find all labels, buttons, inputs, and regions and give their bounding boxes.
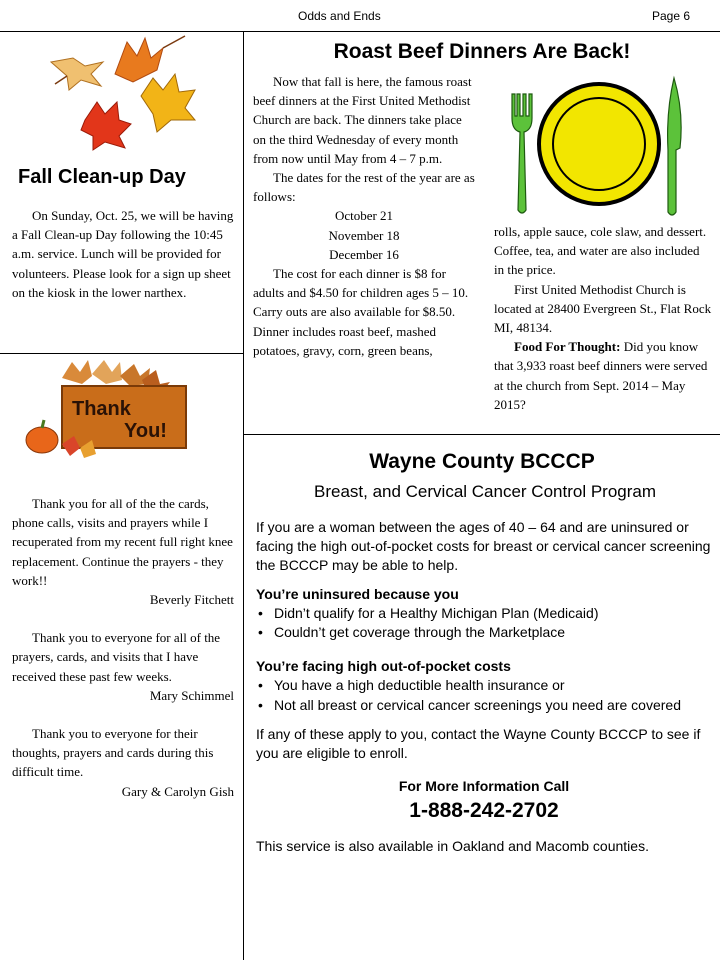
thank-you-notes — [12, 494, 234, 801]
roast-beef-col1 — [253, 72, 475, 360]
fall-cleanup-body: On Sunday, Oct. 25, we will be having a Fall Clean-up Day following the 10:45 a.m. service. Lunch will be provided for volunteers. Please look for a sign up sheet on the kiosk in the lower narthex. — [12, 208, 234, 300]
roast-beef-dates-intro: The dates for the rest of the year are as follows: — [253, 170, 475, 205]
roast-beef-col2 — [494, 222, 712, 414]
page-number: Page 6 — [652, 9, 691, 23]
date-item: December 16 — [329, 246, 399, 262]
list-item: • Didn’t qualify for a Healthy Michigan Plan (Medicaid) — [256, 604, 716, 623]
pumpkin-icon — [26, 420, 58, 453]
oop-list — [256, 676, 716, 714]
leaf-red-bottom — [81, 102, 131, 150]
fork-icon — [512, 94, 532, 213]
list-item: • Couldn’t get coverage through the Marketplace — [256, 623, 716, 642]
food-for-thought — [494, 337, 712, 414]
sign-text-thank: Thank — [72, 398, 131, 420]
roast-beef-title: Roast Beef Dinners Are Back! — [333, 40, 631, 63]
fft-text: Did you know that 3,933 roast beef dinners were served at the church from Sept. 2014 – May 2015? — [494, 339, 708, 412]
roast-beef-cost-cont: rolls, apple sauce, cole slaw, and dessert. Coffee, tea, and water are also included in the price. — [494, 224, 707, 278]
list-item: • You have a high deductible health insurance or — [256, 676, 716, 695]
fft-label: Food For Thought: — [514, 339, 621, 355]
bcccp-body — [256, 518, 716, 857]
leaf-yellow-right — [141, 74, 195, 132]
bcccp-intro: If you are a woman between the ages of 40 – 64 and are uninsured or facing the high out-of-pocket costs for breast or cervical cancer screening the BCCCP may be able to help. — [256, 519, 711, 574]
bcccp-title: Wayne County BCCCP — [369, 450, 595, 473]
header-left: Odds and Ends — [298, 9, 381, 23]
plate-icon — [539, 84, 659, 204]
dinner-plate-illustration — [506, 72, 686, 222]
roast-beef-intro: Now that fall is here, the famous roast beef dinners at the First United Methodist Church are back. The dinners take place on the third Wednesday of every month from now until May from 4 – 7 p.m. — [253, 74, 472, 166]
bcccp-subtitle: Breast, and Cervical Cancer Control Program — [313, 482, 657, 501]
uninsured-list — [256, 604, 716, 642]
list-item: • Not all breast or cervical cancer screenings you need are covered — [256, 696, 716, 715]
left-divider — [0, 353, 243, 354]
roast-beef-location: First United Methodist Church is located at 28400 Evergreen St., Flat Rock MI, 48134. — [494, 281, 712, 336]
call-label: For More Information Call — [398, 778, 570, 795]
sign-text-you: You! — [124, 420, 167, 442]
note-signer: Mary Schimmel — [149, 687, 234, 703]
leaf-orange-top — [115, 38, 163, 82]
uninsured-heading: You’re uninsured because you — [256, 585, 459, 602]
date-item: November 18 — [328, 227, 400, 243]
right-divider — [243, 434, 720, 435]
knife-icon — [668, 78, 682, 215]
fall-cleanup-title: Fall Clean-up Day — [18, 166, 186, 188]
note-text: Thank you for all of the the cards, phone calls, visits and prayers while I recuperated from my recent full right knee replacement. Continue the prayers - they work!! — [12, 496, 233, 588]
autumn-leaves-illustration — [45, 34, 205, 152]
leaf-pale-left — [51, 58, 103, 90]
oop-heading: You’re facing high out-of-pocket costs — [256, 658, 511, 675]
note-text: Thank you to everyone for their thoughts, prayers and cards during this difficult time. — [12, 726, 214, 780]
phone-number: 1-888-242-2702 — [409, 799, 559, 823]
note-signer: Beverly Fitchett — [149, 592, 234, 608]
note-text: Thank you to everyone for all of the prayers, cards, and visits that I have received these past few weeks. — [12, 630, 221, 684]
bcccp-footer: This service is also available in Oakland and Macomb counties. — [256, 838, 649, 855]
thank-you-sign-illustration — [22, 358, 194, 462]
bcccp-contact: If any of these apply to you, contact the Wayne County BCCCP to see if you are eligible to enroll. — [256, 725, 701, 762]
date-item: October 21 — [334, 208, 394, 224]
roast-beef-cost: The cost for each dinner is $8 for adults and $4.50 for children ages 5 – 10. Carry outs are also available for $8.50. Dinner includes roast beef, mashed potatoes, gravy, corn, green beans, — [253, 266, 469, 358]
note-signer: Gary & Carolyn Gish — [121, 783, 234, 799]
header-rule — [0, 31, 720, 32]
